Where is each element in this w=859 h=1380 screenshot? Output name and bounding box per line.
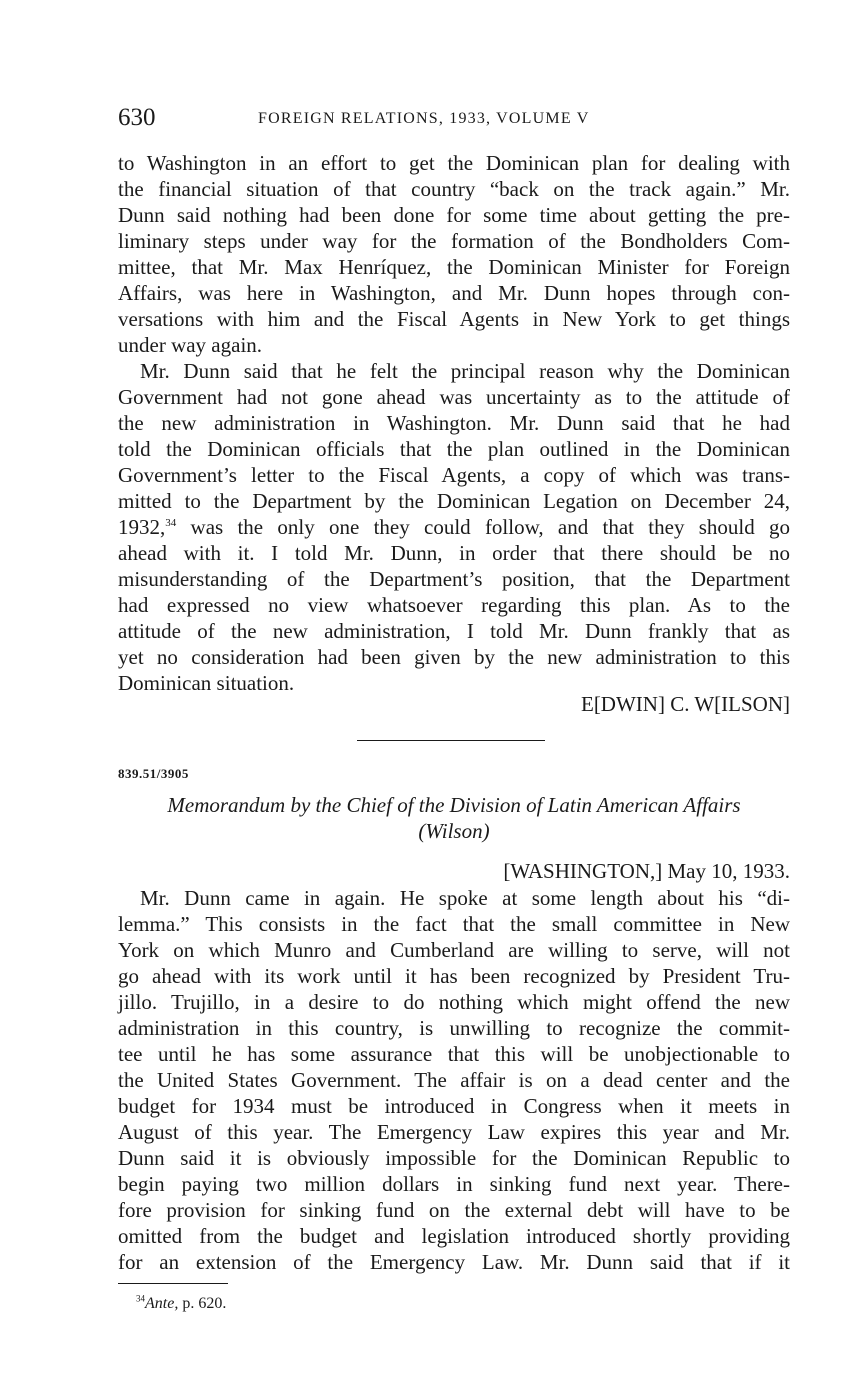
text-line: under way again. [118, 333, 263, 357]
text-line: ahead with it. I told Mr. Dunn, in order that there should be no [118, 541, 790, 565]
memo-title-line: Memorandum by the Chief of the Division of Latin American Affairs [167, 793, 741, 817]
page-number: 630 [118, 104, 156, 131]
text-line-with-footnote-ref [118, 514, 790, 540]
text-line: budget for 1934 must be introduced in Congress when it meets in [118, 1094, 790, 1118]
signature-initial: W [694, 692, 715, 716]
text-line: Mr. Dunn came in again. He spoke at some length about his “di- [140, 886, 790, 910]
text-line: Dunn said it is obviously impossible for the Dominican Republic to [118, 1146, 790, 1170]
text-line: versations with him and the Fiscal Agents in New York to get things [118, 307, 790, 331]
page-header [118, 104, 790, 138]
text-line: begin paying two million dollars in sinking fund next year. There- [118, 1172, 790, 1196]
signature [581, 692, 790, 717]
text-line: attitude of the new administration, I told Mr. Dunn frankly that as [118, 619, 790, 643]
first-memo-body [118, 150, 790, 696]
text-line: liminary steps under way for the formation of the Bondholders Com- [118, 229, 790, 253]
signature-part: C. [664, 692, 695, 716]
text-line: Government had not gone ahead was uncertainty as to the attitude of [118, 385, 790, 409]
text-line: mittee, that Mr. Max Henríquez, the Dominican Minister for Foreign [118, 255, 790, 279]
footnote-marker: 34 [136, 1293, 145, 1304]
text-line: jillo. Trujillo, in a desire to do nothing which might offend the new [118, 990, 790, 1014]
running-head: FOREIGN RELATIONS, 1933, VOLUME V [258, 110, 590, 127]
text-fragment: was the only one they could follow, and that they should go [176, 515, 790, 539]
text-line: lemma.” This consists in the fact that the small committee in New [118, 912, 790, 936]
second-memo-body [118, 885, 790, 1275]
text-line: yet no consideration had been given by the new administration to this [118, 645, 790, 669]
section-divider [357, 740, 545, 741]
text-line: go ahead with its work until it has been recognized by President Tru- [118, 964, 790, 988]
text-line: York on which Munro and Cumberland are willing to serve, will not [118, 938, 790, 962]
memo-title [118, 792, 790, 844]
dateline-date: May 10, 1933. [662, 859, 790, 883]
signature-initial: E [580, 692, 594, 716]
dateline [503, 859, 790, 884]
text-line: for an extension of the Emergency Law. Mr. Dunn said that if it [118, 1250, 790, 1274]
text-line: told the Dominican officials that the plan outlined in the Dominican [118, 437, 790, 461]
text-line: administration in this country, is unwilling to recognize the commit- [118, 1016, 790, 1040]
footnote [136, 1295, 226, 1313]
text-line: Government’s letter to the Fiscal Agents, a copy of which was trans- [118, 463, 790, 487]
text-line: had expressed no view whatsoever regarding this plan. As to the [118, 593, 790, 617]
text-line: omitted from the budget and legislation introduced shortly providing [118, 1224, 790, 1248]
text-line: August of this year. The Emergency Law expires this year and Mr. [118, 1120, 790, 1144]
text-line: Mr. Dunn said that he felt the principal reason why the Dominican [140, 359, 790, 383]
text-line: Dunn said nothing had been done for some time about getting the pre- [118, 203, 790, 227]
file-number: 839.51/3905 [118, 766, 189, 781]
text-line: Dominican situation. [118, 671, 295, 695]
footnote-reference: 34 [165, 517, 177, 529]
signature-part: [ILSON] [714, 692, 790, 716]
footnote-rule [118, 1283, 228, 1284]
text-line: misunderstanding of the Department’s position, that the Department [118, 567, 790, 591]
text-line: tee until he has some assurance that this will be unobjectionable to [118, 1042, 790, 1066]
dateline-place: [WASHINGTON,] [503, 859, 663, 883]
text-line: the financial situation of that country “back on the track again.” Mr. [118, 177, 790, 201]
text-line: to Washington in an effort to get the Dominican plan for dealing with [118, 151, 790, 175]
signature-part: [DWIN] [593, 692, 665, 716]
memo-title-line: (Wilson) [418, 819, 490, 843]
text-fragment: 1932, [118, 515, 166, 539]
text-line: the new administration in Washington. Mr. Dunn said that he had [118, 411, 790, 435]
footnote-page: p. 620. [178, 1295, 227, 1312]
text-line: Affairs, was here in Washington, and Mr. Dunn hopes through con- [118, 281, 790, 305]
text-line: fore provision for sinking fund on the external debt will have to be [118, 1198, 790, 1222]
text-line: the United States Government. The affair is on a dead center and the [118, 1068, 790, 1092]
footnote-ref: Ante, [145, 1295, 179, 1312]
text-line: mitted to the Department by the Dominican Legation on December 24, [118, 489, 790, 513]
